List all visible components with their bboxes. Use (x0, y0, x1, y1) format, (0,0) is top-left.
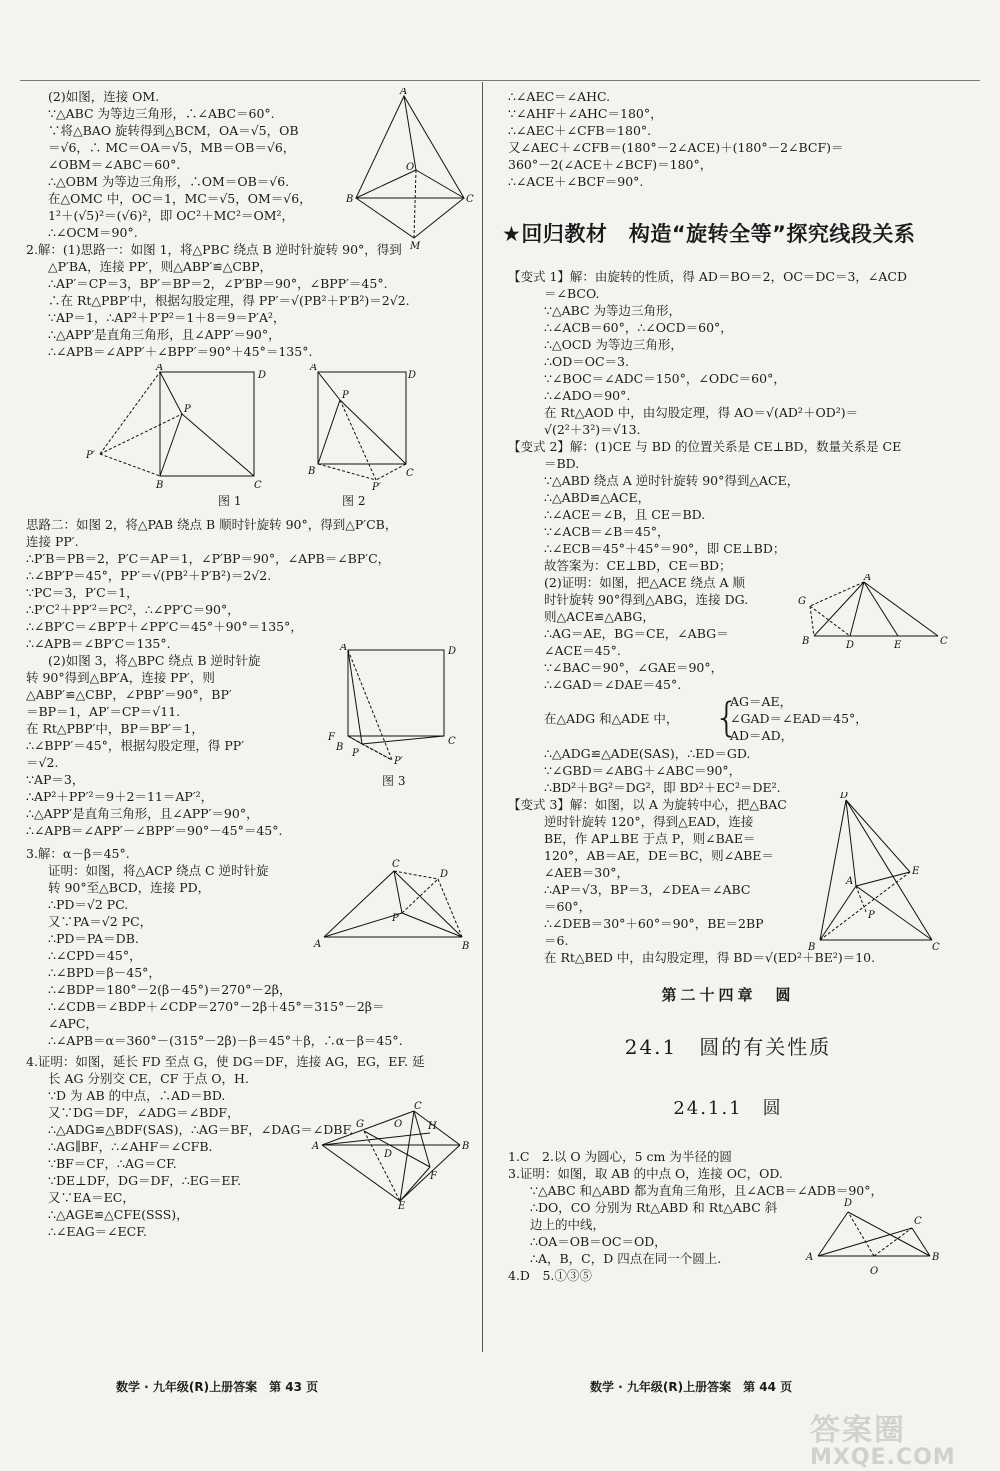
text-line: ∴∠EAG＝∠ECF. (48, 1224, 147, 1239)
text-line: ∵∠ACB＝∠B＝45°， (544, 524, 670, 539)
text-line: 则△ACE≌△ABG， (544, 609, 655, 624)
text-line: 又∵PA＝√2 PC， (48, 914, 153, 929)
variant-1 (508, 268, 948, 438)
subsection-title: 24.1.1 圆 (673, 1098, 783, 1119)
fig-label: A (864, 574, 872, 583)
text-line: 长 AG 分别交 CE，CF 于点 O，H. (48, 1071, 249, 1086)
watermark-logo (810, 1405, 990, 1470)
text-line: ∴在 Rt△PBP′中，根据勾股定理，得 PP′＝√(PB²＋P′B²)＝2√2. (48, 293, 410, 308)
text-line: ＝60°， (544, 899, 592, 914)
chapter-title: 第二十四章 圆 (661, 986, 795, 1004)
text-line: ∴△APP′是直角三角形，且∠APP′＝90°， (26, 806, 259, 821)
figure-triangle-abc-om (344, 88, 474, 250)
text-line: ∵BF＝CF，∴AG＝CF. (48, 1156, 177, 1171)
fig-label: D (408, 370, 416, 381)
text-line: ∵△ABC 和△ABD 都为直角三角形，且∠ACB＝∠ADB＝90°， (530, 1183, 883, 1198)
text-line: ∵AP＝1，∴AP²＋P′P²＝1＋8＝9＝P′A²， (48, 310, 286, 325)
text-line: 120°，AB＝AE，DE＝BC，则∠ABE＝ (544, 848, 774, 863)
text-line: △ABP′≌△CBP，∠PBP′＝90°，BP′ (26, 687, 232, 702)
text-line: 转 90°至△BCD，连接 PD， (48, 880, 211, 895)
answers-24-1-1 (508, 1148, 948, 1284)
text-line: ∵DE⊥DF，DG＝DF，∴EG＝EF. (48, 1173, 242, 1188)
text-line: 逆时针旋转 120°，得到△EAD，连接 (544, 814, 754, 829)
text-line: 在 Rt△AOD 中，由勾股定理，得 AO＝√(AD²＋OD²)＝ (544, 405, 859, 420)
text-line: ∴AP＝√3，BP＝3，∠DEA＝∠ABC (544, 882, 751, 897)
fig-label: E (894, 640, 902, 651)
text-line: ∵△ABC 为等边三角形，∴∠ABC＝60°. (48, 106, 275, 121)
fig-label: G (356, 1119, 364, 1130)
text-line: 1²＋(√5)²＝(√6)²，即 OC²＋MC²＝OM²， (48, 208, 295, 223)
text-line: ∴A，B，C，D 四点在同一个圆上. (530, 1251, 722, 1266)
text-line: 又∵DG＝DF，∠ADG＝∠BDF， (48, 1105, 240, 1120)
figure-caption: 图 3 (382, 774, 406, 788)
fig-label: C (254, 480, 262, 491)
congruence-system (508, 693, 948, 745)
variant-3 (508, 792, 948, 966)
variant-2 (508, 438, 948, 796)
text-line: ∴∠ACB＝60°，∴∠OCD＝60°， (544, 320, 733, 335)
text-line: ＝BD. (544, 456, 580, 471)
fig-label: B (336, 742, 344, 753)
brace-symbol: { (714, 695, 740, 741)
fig-label: F (328, 732, 335, 743)
right-part1 (508, 88, 948, 190)
fig-label: D (448, 646, 457, 657)
fig-label: D (384, 1149, 393, 1160)
fig-label: D (846, 640, 855, 651)
text-line: ∴∠BDP＝180°－2(β－45°)＝270°－2β， (48, 982, 292, 997)
text-line: ∴∠APB＝∠APP′－∠BPP′＝90°－45°＝45°. (26, 823, 283, 838)
left-part4 (26, 644, 466, 839)
text-line: ＝∠BCO. (544, 286, 600, 301)
text-line: ＝6. (544, 933, 569, 948)
text-line: 连接 PP′. (26, 534, 79, 549)
text-line: 在△OMC 中，OC＝1，MC＝√5，OM＝√6， (48, 191, 312, 206)
text-line: ∴∠DEB＝30°＋60°＝90°，BE＝2BP (544, 916, 764, 931)
column-divider (482, 82, 483, 1352)
fig-label: F (430, 1171, 437, 1182)
fig-label: A (400, 88, 408, 97)
left-part3 (26, 516, 466, 652)
text-line: 360°－2(∠ACE＋∠BCF)＝180°， (508, 157, 713, 172)
text-line: ∴∠OCM＝90°. (48, 225, 138, 240)
text-line: 【变式 2】解：(1)CE 与 BD 的位置关系是 CE⊥BD，数量关系是 CE (508, 439, 902, 454)
fig-label: C (406, 468, 414, 479)
left-column (26, 88, 474, 1240)
text-line: ∴△AGE≌△CFE(SSS)， (48, 1207, 189, 1222)
figure-variant3 (806, 792, 946, 952)
text-line: 4.证明：如图，延长 FD 至点 G，使 DG＝DF，连接 AG，EG，EF. 延 (26, 1054, 425, 1069)
system-lines (730, 693, 868, 744)
left-part5 (26, 845, 470, 1049)
fig-label: B (808, 942, 816, 952)
fig-label: A (310, 364, 318, 373)
section-banner: ★回归教材 构造“旋转全等”探究线段关系 (502, 222, 916, 246)
text-line: ∴△OBM 为等边三角形，∴OM＝OB＝√6. (48, 174, 290, 189)
system-line: AD＝AD， (730, 728, 794, 743)
figure-q3 (312, 857, 472, 957)
text-line: ∴△ADG≌△ADE(SAS)，∴ED＝GD. (544, 746, 751, 761)
text-line: ∴OD＝OC＝3. (544, 354, 629, 369)
section-title: 24.1 圆的有关性质 (624, 1035, 832, 1059)
fig-label: B (462, 1141, 470, 1152)
watermark-url: MXQE.COM (810, 1445, 956, 1470)
text-line: ∴AG∥BF，∴∠AHF＝∠CFB. (48, 1139, 213, 1154)
figure-3 (326, 644, 466, 788)
fig-label: B (802, 636, 810, 647)
text-line: ∴∠BPP′＝45°，根据勾股定理，得 PP′ (26, 738, 245, 753)
text-line: ∠APC， (48, 1016, 98, 1031)
text-line: ∵将△BAO 旋转得到△BCM，OA＝√5，OB (48, 123, 299, 138)
text-line: 【变式 3】解：如图，以 A 为旋转中心，把△BAC (508, 797, 787, 812)
figure-q4 (310, 1101, 470, 1209)
fig-label: C (932, 942, 940, 952)
fig-label: D (840, 792, 849, 801)
text-line: ∴∠BP′P＝45°，PP′＝√(PB²＋P′B²)＝2√2. (26, 568, 272, 583)
text-line: 思路二：如图 2，将△PAB 绕点 B 顺时针旋转 90°，得到△P′CB， (26, 517, 398, 532)
fig-label: B (462, 941, 470, 952)
text-line: ∵△ABD 绕点 A 逆时针旋转 90°得到△ACE， (544, 473, 800, 488)
fig-label: P′ (372, 482, 381, 492)
text-line: 转 90°得到△BP′A，连接 PP′，则 (26, 670, 215, 685)
footer-left: 数学 · 九年级(R)上册答案 第 43 页 (116, 1380, 319, 1394)
text-line: 在△ADG 和△ADE 中， (544, 711, 679, 726)
fig-label: M (410, 241, 421, 250)
text-line: ∴∠ECB＝45°＋45°＝90°，即 CE⊥BD； (544, 541, 786, 556)
text-line: ∴△APP′是直角三角形，且∠APP′＝90°， (48, 327, 281, 342)
figure-caption: 图 1 (218, 494, 242, 508)
text-line: ∴AP²＋PP′²＝9＋2＝11＝AP′²， (26, 789, 214, 804)
text-line: ∵∠AHF＋∠AHC＝180°， (508, 106, 663, 121)
footer-right: 数学 · 九年级(R)上册答案 第 44 页 (590, 1380, 793, 1394)
fig-label: C (466, 194, 474, 205)
text-line: ∴AG＝AE，BG＝CE，∠ABG＝ (544, 626, 729, 641)
system-line: AG＝AE， (730, 694, 793, 709)
text-line: ∴PD＝√2 PC. (48, 897, 129, 912)
text-line: ∴∠GAD＝∠DAE＝45°. (544, 677, 682, 692)
text-line: ∵∠BAC＝90°，∠GAE＝90°， (544, 660, 724, 675)
fig-label: P (392, 913, 399, 924)
text-line: ∴∠APB＝∠APP′＋∠BPP′＝90°＋45°＝135°. (48, 344, 313, 359)
fig-label: A (156, 364, 164, 373)
fig-label: C (414, 1101, 422, 1112)
text-line: BE，作 AP⊥BE 于点 P，则∠BAE＝ (544, 831, 756, 846)
watermark-text: 答案圈 (810, 1413, 906, 1448)
text-line: 又∠AEC＋∠CFB＝(180°－2∠ACE)＋(180°－2∠BCF)＝ (508, 140, 844, 155)
fig-label: D (258, 370, 267, 381)
figure-1 (82, 364, 282, 508)
text-line: ∴∠ADO＝90°. (544, 388, 631, 403)
text-line: ∵∠BOC＝∠ADC＝150°，∠ODC＝60°， (544, 371, 786, 386)
text-line: ∵△ABC 为等边三角形， (544, 303, 682, 318)
fig-label: E (912, 866, 920, 877)
text-line: ∵∠GBD＝∠ABG＋∠ABC＝90°， (544, 763, 742, 778)
fig-label: P′ (86, 450, 95, 461)
text-line: 4.D 5.①③⑤ (508, 1268, 592, 1283)
fig-label: P′ (394, 756, 403, 767)
text-line: (2)如图，连接 OM. (48, 89, 160, 104)
system-line: ∠GAD＝∠EAD＝45°， (730, 711, 868, 726)
text-line: ∠ACE＝45°. (544, 643, 621, 658)
text-line: (2)如图 3，将△BPC 绕点 B 逆时针旋 (48, 653, 261, 668)
fig-label: O (394, 1119, 403, 1130)
text-line: ∴OA＝OB＝OC＝OD， (530, 1234, 667, 1249)
figure-caption: 图 2 (342, 494, 366, 508)
text-line: 在 Rt△BED 中，由勾股定理，得 BD＝√(ED²＋BE²)＝10. (544, 950, 876, 965)
text-line: 【变式 1】解：由旋转的性质，得 AD＝BO＝2，OC＝DC＝3，∠ACD (508, 269, 908, 284)
fig-label: E (398, 1201, 406, 1209)
text-line: 在 Rt△PBP′中，BP＝BP′＝1， (26, 721, 204, 736)
left-part2 (26, 241, 466, 360)
text-line: 时针旋转 90°得到△ABG，连接 DG. (544, 592, 749, 607)
text-line: ＝BP＝1，AP′＝CP＝√11. (26, 704, 181, 719)
text-line: ∴△ADG≌△BDF(SAS)，∴AG＝BF，∠DAG＝∠DBF. (48, 1122, 354, 1137)
fig-label: P (184, 404, 191, 415)
text-line: 2.解：(1)思路一：如图 1，将△PBC 绕点 B 逆时针旋转 90°，得到 (26, 242, 402, 257)
text-line: ∴∠AEC＋∠CFB＝180°. (508, 123, 652, 138)
text-line: ∴∠APB＝∠BP′C＝135°. (26, 636, 171, 651)
fig-label: C (940, 636, 948, 647)
text-line: △P′BA，连接 PP′，则△ABP′≌△CBP， (48, 259, 273, 274)
text-line: ∴∠CPD＝45°， (48, 948, 142, 963)
fig-label: O (870, 1266, 879, 1277)
text-line: ＝√2. (26, 755, 59, 770)
text-line: √(2²＋3²)＝√13. (544, 422, 641, 437)
text-line: ∴P′C²＋PP′²＝PC²，∴∠PP′C＝90°， (26, 602, 240, 617)
fig-label: C (914, 1216, 922, 1227)
fig-label: P (342, 390, 349, 401)
text-line: ∴DO，CO 分别为 Rt△ABD 和 Rt△ABC 斜 (530, 1200, 778, 1215)
figure-circle-proof (804, 1192, 944, 1292)
text-line: ∴∠BP′C＝∠BP′P＋∠PP′C＝45°＋90°＝135°， (26, 619, 303, 634)
fig-label: C (448, 736, 456, 747)
fig-label: A (340, 644, 348, 653)
text-line: 边上的中线， (530, 1217, 606, 1232)
fig-label: B (308, 466, 316, 477)
text-line: 1.C 2.以 O 为圆心，5 cm 为半径的圆 (508, 1149, 732, 1164)
top-rule (20, 80, 980, 81)
text-line: ∵AP＝3， (26, 772, 85, 787)
right-column (502, 88, 948, 1284)
text-line: ＝√6，∴ MC＝OA＝√5，MB＝OB＝√6， (48, 140, 296, 155)
text-line: ∴BD²＋BG²＝DG²，即 BD²＋EC²＝DE². (544, 780, 781, 795)
fig-label: A (312, 1141, 320, 1152)
text-line: 故答案为：CE⊥BD，CE＝BD； (544, 558, 732, 573)
text-line: ∴PD＝PA＝DB. (48, 931, 139, 946)
text-line: ∠OBM＝∠ABC＝60°. (48, 157, 181, 172)
text-line: (2)证明：如图，把△ACE 绕点 A 顺 (544, 575, 745, 590)
text-line: ∵PC＝3，P′C＝1， (26, 585, 139, 600)
fig-label: C (392, 859, 400, 870)
fig-label: D (844, 1198, 853, 1209)
text-line: 3.解：α－β＝45°. (26, 846, 130, 861)
text-line: ∴∠ACE＋∠BCF＝90°. (508, 174, 644, 189)
left-part6 (26, 1053, 470, 1240)
fig-label: B (932, 1252, 940, 1263)
figure-row-1-2 (26, 364, 466, 508)
fig-label: D (440, 869, 449, 880)
text-line: 3.证明：如图，取 AB 的中点 O，连接 OC，OD. (508, 1166, 783, 1181)
text-line: ∴△ABD≌△ACE， (544, 490, 651, 505)
text-line: ∴∠CDB＝∠BDP＋∠CDP＝270°－2β＋45°＝315°－2β＝ (48, 999, 385, 1014)
text-line: 证明：如图，将△ACP 绕点 C 逆时针旋 (48, 863, 269, 878)
fig-label: P (868, 910, 875, 921)
text-line: 又∵EA＝EC， (48, 1190, 135, 1205)
text-line: ∴△OCD 为等边三角形， (544, 337, 683, 352)
fig-label: H (428, 1121, 437, 1132)
fig-label: G (798, 596, 806, 607)
fig-label: A (846, 876, 854, 887)
fig-label: P (352, 748, 359, 759)
text-line: ∴P′B＝PB＝2，P′C＝AP＝1，∠P′BP＝90°，∠APB＝∠BP′C， (26, 551, 391, 566)
text-line: ∴∠BPD＝β－45°， (48, 965, 161, 980)
fig-label: B (156, 480, 164, 491)
figure-2 (306, 364, 416, 508)
fig-label: B (346, 194, 354, 205)
text-line: ∵D 为 AB 的中点，∴AD＝BD. (48, 1088, 226, 1103)
text-line: ∴∠APB＝α＝360°－(315°－2β)－β＝45°＋β，∴α－β＝45°. (48, 1033, 403, 1048)
figure-variant2 (798, 574, 948, 654)
text-line: ∴AP′＝CP＝3，BP′＝BP＝2，∠P′BP＝90°，∠BPP′＝45°. (48, 276, 388, 291)
fig-label: O (406, 162, 415, 173)
text-line: ∴∠ACE＝∠B，且 CE＝BD. (544, 507, 706, 522)
text-line: ∠AEB＝30°， (544, 865, 629, 880)
fig-label: A (314, 939, 322, 950)
text-line: ∴∠AEC＝∠AHC. (508, 89, 611, 104)
fig-label: A (806, 1252, 814, 1263)
